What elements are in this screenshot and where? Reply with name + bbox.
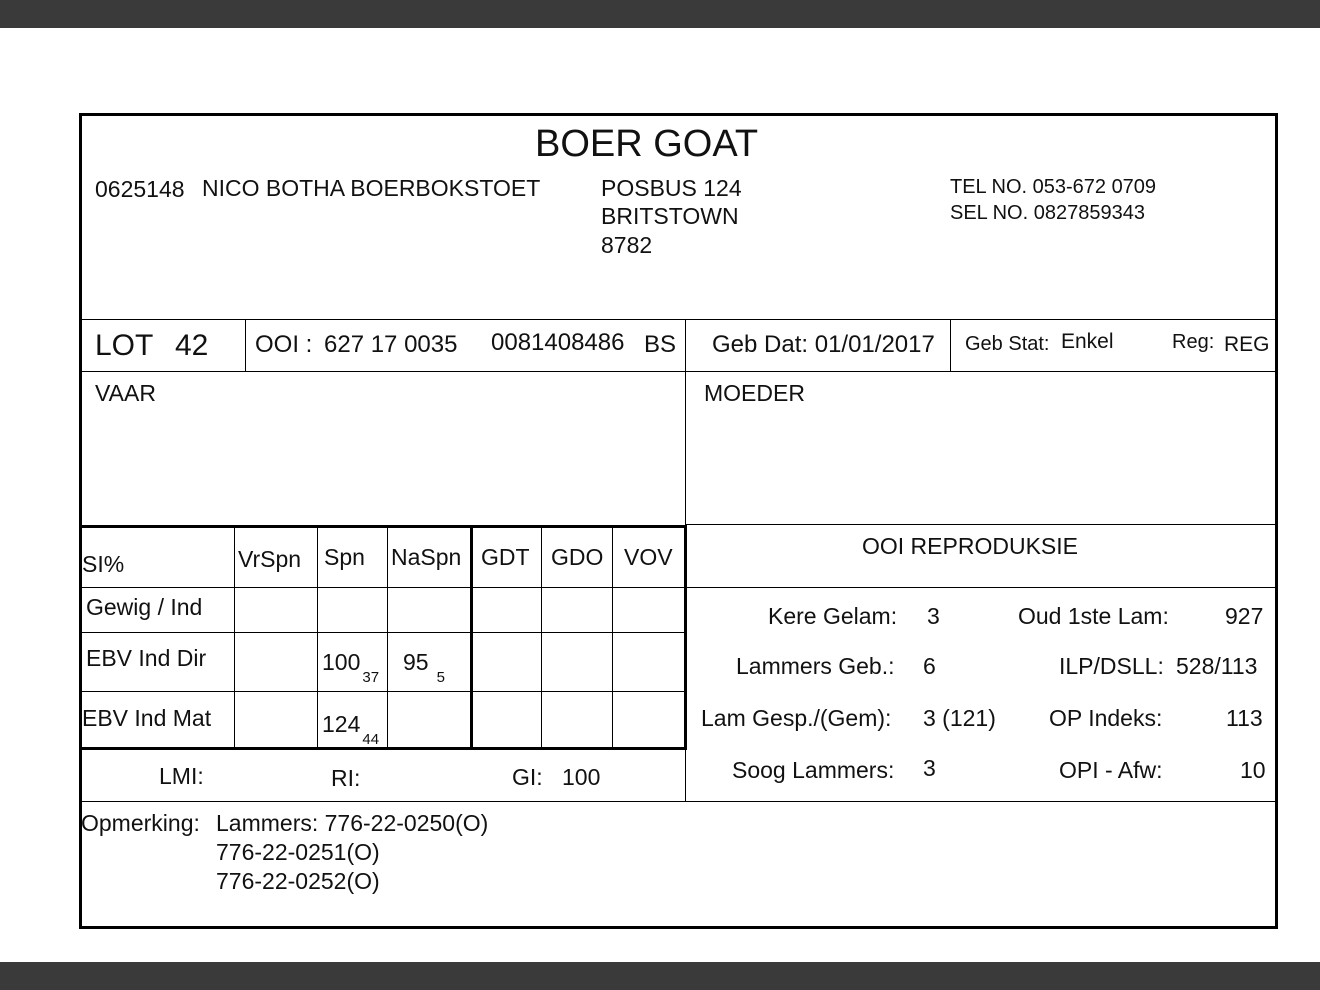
- kere-gelam-label: Kere Gelam:: [768, 603, 898, 629]
- frame-bottom: [79, 926, 1278, 929]
- dam-label: MOEDER: [704, 380, 805, 406]
- header-gdo: GDO: [551, 544, 604, 570]
- animal-id: 0081408486: [491, 329, 625, 356]
- rule-col1: [234, 525, 235, 750]
- lammers-geb-label: Lammers Geb.:: [736, 653, 895, 679]
- reg-label: Reg:: [1172, 331, 1215, 353]
- ebv-dir-spn-value: 100: [322, 649, 361, 675]
- breeder-name: NICO BOTHA BOERBOKSTOET: [202, 175, 541, 201]
- rule-repro-top: [686, 524, 1275, 525]
- address-line-1: POSBUS 124: [601, 175, 742, 201]
- reg-value: REG: [1224, 333, 1270, 356]
- header-si: SI%: [82, 551, 125, 577]
- rule-table-header: [82, 587, 1275, 588]
- rule-col3: [387, 525, 388, 750]
- soog-label: Soog Lammers:: [732, 757, 895, 783]
- lot-label: LOT: [95, 329, 154, 362]
- header-spn: Spn: [324, 544, 365, 570]
- sel-number: SEL NO. 0827859343: [950, 202, 1145, 224]
- rule-geb-sep: [950, 319, 951, 371]
- op-value: 113: [1226, 705, 1263, 731]
- page-title: BOER GOAT: [535, 123, 759, 165]
- lot-number: 42: [175, 329, 209, 362]
- header-naspn: NaSpn: [391, 544, 462, 570]
- ebv-dir-naspn: [403, 649, 445, 686]
- oud-label: Oud 1ste Lam:: [1018, 603, 1169, 629]
- remarks-line-2: 776-22-0251(O): [216, 839, 380, 865]
- rule-row2: [82, 691, 686, 692]
- animal-suffix: BS: [644, 331, 677, 358]
- rule-header: [82, 319, 1275, 320]
- tel-number: TEL NO. 053-672 0709: [950, 176, 1157, 198]
- oud-value: 927: [1225, 603, 1264, 629]
- sire-label: VAAR: [95, 380, 156, 406]
- address-line-2: BRITSTOWN: [601, 203, 739, 229]
- rule-table-bottom: [82, 747, 686, 750]
- kere-gelam-value: 3: [927, 603, 940, 629]
- birth-status-value: Enkel: [1061, 330, 1114, 353]
- ooi-number: 627 17 0035: [324, 331, 458, 358]
- rule-col6: [612, 525, 613, 750]
- op-label: OP Indeks:: [1049, 705, 1163, 731]
- ebv-mat-spn-accuracy: 44: [362, 731, 380, 748]
- opi-label: OPI - Afw:: [1059, 757, 1163, 783]
- remarks-label: Opmerking:: [81, 810, 200, 836]
- repro-title: OOI REPRODUKSIE: [862, 533, 1078, 559]
- opi-value: 10: [1240, 757, 1266, 783]
- ebv-dir-spn: [322, 649, 380, 686]
- remarks-line-3: 776-22-0252(O): [216, 868, 380, 894]
- rule-table-right: [684, 525, 687, 750]
- birth-date: Geb Dat: 01/01/2017: [712, 331, 935, 358]
- rule-index: [82, 801, 1275, 802]
- ebv-dir-spn-accuracy: 37: [362, 669, 380, 686]
- rule-lot: [82, 371, 1275, 372]
- remarks-line-1: Lammers: 776-22-0250(O): [216, 810, 489, 836]
- rule-col5: [541, 525, 542, 750]
- soog-value: 3: [923, 755, 936, 781]
- ebv-mat-spn-value: 124: [322, 711, 361, 737]
- gi-label: GI:: [512, 764, 543, 790]
- rule-col4: [470, 525, 473, 750]
- rule-lot-sep: [245, 319, 246, 371]
- row-label-ebv-mat: EBV Ind Mat: [82, 705, 212, 731]
- row-label-gewig: Gewig / Ind: [86, 594, 203, 620]
- header-vov: VOV: [624, 544, 673, 570]
- ooi-label: OOI :: [255, 331, 313, 358]
- rule-table-top: [82, 525, 686, 528]
- ri-label: RI:: [331, 765, 361, 791]
- lam-gesp-value: 3 (121): [923, 705, 996, 731]
- ilp-label: ILP/DSLL:: [1059, 653, 1164, 679]
- lammers-geb-value: 6: [923, 653, 936, 679]
- gi-value: 100: [562, 764, 601, 790]
- rule-row1: [82, 632, 686, 633]
- header-gdt: GDT: [481, 544, 530, 570]
- lmi-label: LMI:: [159, 763, 204, 789]
- ilp-value: 528/113: [1176, 653, 1258, 679]
- header-vrspn: VrSpn: [238, 546, 302, 572]
- frame-left: [79, 113, 82, 929]
- ebv-dir-naspn-accuracy: 5: [436, 669, 445, 686]
- frame-right: [1275, 113, 1278, 929]
- address-line-3: 8782: [601, 232, 653, 258]
- ebv-dir-naspn-value: 95: [403, 649, 429, 675]
- row-label-ebv-dir: EBV Ind Dir: [86, 645, 207, 671]
- breeder-code: 0625148: [95, 176, 185, 202]
- rule-col2: [317, 525, 318, 750]
- ebv-mat-spn: [322, 711, 380, 748]
- birth-status-label: Geb Stat:: [965, 333, 1050, 355]
- lam-gesp-label: Lam Gesp./(Gem):: [701, 705, 892, 731]
- frame-top: [79, 113, 1278, 116]
